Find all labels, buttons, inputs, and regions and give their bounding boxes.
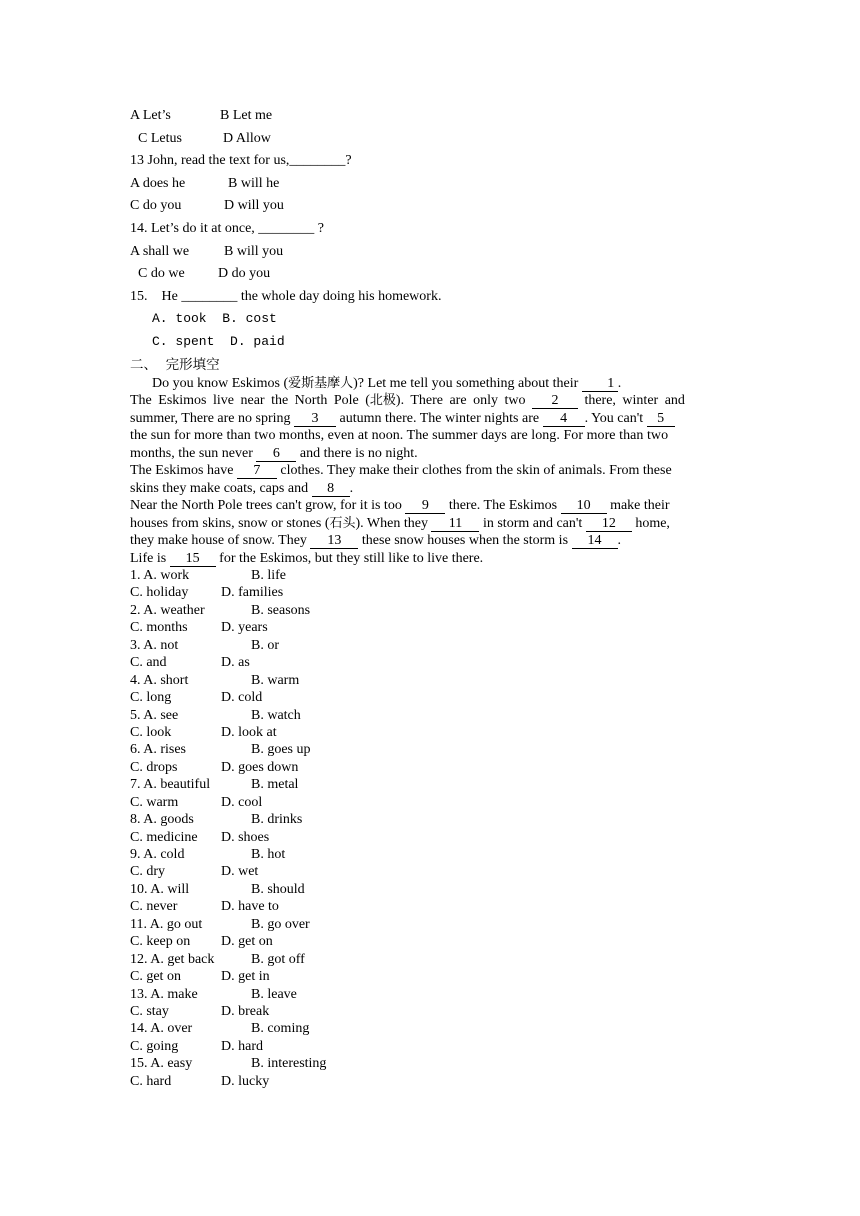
cloze-option-b: B. seasons — [251, 602, 311, 618]
cloze-option-c: C. dry — [130, 864, 165, 880]
blank-5: 5 — [647, 412, 675, 427]
cloze-option-row — [130, 584, 732, 601]
cloze-option-row — [130, 881, 732, 898]
cloze-option-d: D. families — [221, 585, 284, 601]
blank-12: 12 — [586, 517, 632, 532]
blank-6: 6 — [256, 447, 296, 462]
question-15-stem: 15. He ________ the whole day doing his homework. — [130, 288, 442, 304]
cloze-option-d: D. cool — [221, 794, 263, 810]
section-heading-cloze: 二、 完形填空 — [130, 356, 220, 373]
passage-line: the sun for more than two months, even at noon. The summer days are long. For more than two — [130, 428, 669, 444]
passage-line: skins they make coats, caps and 8 . — [130, 480, 354, 496]
cloze-option-row — [130, 567, 732, 584]
blank-13: 13 — [310, 534, 358, 549]
cloze-option-row — [130, 619, 732, 636]
cloze-option-d: D. hard — [221, 1038, 263, 1054]
cloze-option-row — [130, 898, 732, 915]
cloze-option-b: B. interesting — [251, 1056, 327, 1072]
cloze-option-d: D. as — [221, 655, 250, 671]
option-c: C do we — [138, 266, 185, 282]
cloze-option-c: C. going — [130, 1038, 179, 1054]
passage-line: they make house of snow. They 13 these snow houses when the storm is 14 . — [130, 533, 622, 549]
cloze-option-a: 14. A. over — [130, 1021, 193, 1037]
cloze-option-b: B. drinks — [251, 812, 303, 828]
cloze-option-row — [130, 637, 732, 654]
cloze-option-a: 6. A. rises — [130, 742, 186, 758]
cloze-option-a: 5. A. see — [130, 707, 179, 723]
cloze-option-c: C. hard — [130, 1073, 172, 1089]
question-13-stem: 13 John, read the text for us,________? — [130, 153, 352, 169]
blank-4: 4 — [543, 412, 585, 427]
blank-15: 15 — [170, 552, 216, 567]
blank-11: 11 — [431, 517, 479, 532]
passage-line: Near the North Pole trees can't grow, for it is too 9 there. The Eskimos 10 make their — [130, 498, 670, 514]
cloze-option-d: D. lucky — [221, 1073, 270, 1089]
option-d: D do you — [218, 266, 271, 282]
cloze-option-a: 9. A. cold — [130, 847, 185, 863]
cloze-option-row — [130, 986, 732, 1003]
cloze-option-b: B. or — [251, 637, 279, 653]
passage-line: houses from skins, snow or stones (石头). When they 11 in storm and can't 12 home, — [130, 515, 670, 531]
cloze-option-row — [130, 916, 732, 933]
cloze-option-a: 13. A. make — [130, 986, 198, 1002]
cloze-option-a: 15. A. easy — [130, 1056, 193, 1072]
passage-line: months, the sun never 6 and there is no night. — [130, 445, 418, 461]
cloze-option-c: C. get on — [130, 969, 181, 985]
blank-10: 10 — [561, 499, 607, 514]
cloze-options-list — [130, 567, 732, 1090]
mc-section — [130, 105, 732, 354]
option-b: B Let me — [220, 108, 273, 123]
mc-option-row — [130, 105, 732, 128]
cloze-option-row — [130, 933, 732, 950]
cloze-option-a: 2. A. weather — [130, 602, 205, 618]
question-15-options-cd: C. spent D. paid — [152, 333, 285, 349]
cloze-option-row — [130, 1055, 732, 1072]
cloze-option-c: C. drops — [130, 759, 178, 775]
cloze-option-a: 11. A. go out — [130, 916, 203, 932]
mc-option-row — [130, 195, 732, 218]
cloze-option-a: 7. A. beautiful — [130, 777, 211, 793]
option-d: D will you — [224, 198, 284, 214]
cloze-option-b: B. goes up — [251, 742, 311, 758]
cloze-option-b: B. watch — [251, 707, 301, 723]
question-15-options-ab: A. took B. cost — [152, 311, 277, 327]
option-c: C Letus — [138, 130, 182, 146]
cloze-option-c: C. holiday — [130, 585, 189, 601]
cloze-option-row — [130, 759, 732, 776]
cloze-option-d: D. shoes — [221, 829, 270, 845]
cloze-option-c: C. long — [130, 690, 172, 706]
cloze-option-a: 3. A. not — [130, 637, 179, 653]
cloze-option-a: 8. A. goods — [130, 812, 194, 828]
cloze-option-d: D. break — [221, 1003, 270, 1019]
cloze-option-d: D. look at — [221, 724, 277, 740]
cloze-option-a: 1. A. work — [130, 568, 190, 584]
option-a: A shall we — [130, 243, 190, 259]
blank-14: 14 — [572, 534, 618, 549]
mc-option-row — [130, 173, 732, 196]
cloze-option-row — [130, 1073, 732, 1090]
cloze-option-row — [130, 1020, 732, 1037]
mc-option-row — [130, 263, 732, 286]
cloze-option-row — [130, 724, 732, 741]
cloze-option-c: C. never — [130, 899, 178, 915]
cloze-option-row — [130, 829, 732, 846]
cloze-option-c: C. stay — [130, 1003, 169, 1019]
question-14-stem: 14. Let’s do it at once, ________ ? — [130, 220, 325, 236]
cloze-option-row — [130, 672, 732, 689]
blank-7: 7 — [237, 464, 277, 479]
cloze-option-row — [130, 846, 732, 863]
cloze-passage — [130, 375, 732, 568]
cloze-option-b: B. leave — [251, 986, 297, 1002]
cloze-option-c: C. warm — [130, 794, 179, 810]
blank-2: 2 — [532, 394, 578, 409]
cloze-option-row — [130, 811, 732, 828]
cloze-option-b: B. should — [251, 881, 305, 897]
cloze-option-b: B. metal — [251, 777, 299, 793]
option-b: B will you — [224, 243, 284, 259]
cloze-option-b: B. life — [251, 568, 286, 584]
cloze-option-d: D. goes down — [221, 759, 299, 775]
cloze-option-a: 12. A. get back — [130, 951, 215, 967]
cloze-option-row — [130, 968, 732, 985]
cloze-option-b: B. coming — [251, 1021, 310, 1037]
option-d: D Allow — [223, 130, 271, 146]
cloze-option-row — [130, 1003, 732, 1020]
blank-8: 8 — [312, 482, 350, 497]
passage-line: Life is 15 for the Eskimos, but they still like to live there. — [130, 550, 484, 566]
cloze-option-row — [130, 741, 732, 758]
cloze-option-b: B. warm — [251, 672, 300, 688]
passage-line: summer, There are no spring 3 autumn there. The winter nights are 4 . You can't 5 — [130, 410, 732, 428]
cloze-option-c: C. look — [130, 724, 172, 740]
cloze-option-d: D. wet — [221, 864, 259, 880]
cloze-option-b: B. hot — [251, 847, 286, 863]
cloze-option-c: C. months — [130, 620, 188, 636]
option-a: A does he — [130, 175, 186, 191]
option-c: C do you — [130, 198, 182, 214]
cloze-option-c: C. keep on — [130, 934, 191, 950]
cloze-option-row — [130, 707, 732, 724]
mc-option-row — [130, 241, 732, 264]
blank-3: 3 — [294, 412, 336, 427]
passage-line: The Eskimos live near the North Pole (北极). There are only two 2 there, winter and — [130, 393, 685, 409]
blank-9: 9 — [405, 499, 445, 514]
cloze-option-d: D. get in — [221, 969, 270, 985]
option-b: B will he — [228, 175, 280, 191]
cloze-option-c: C. and — [130, 655, 167, 671]
mc-option-row — [130, 128, 732, 151]
cloze-option-row — [130, 689, 732, 706]
cloze-option-row — [130, 776, 732, 793]
passage-line: Do you know Eskimos (爱斯基摩人)? Let me tell you something about their 1 . — [152, 375, 622, 391]
passage-line: The Eskimos have 7 clothes. They make their clothes from the skin of animals. From these — [130, 463, 672, 479]
cloze-option-d: D. years — [221, 620, 268, 636]
cloze-option-b: B. go over — [251, 916, 310, 932]
cloze-option-row — [130, 863, 732, 880]
cloze-option-row — [130, 794, 732, 811]
cloze-option-row — [130, 602, 732, 619]
option-a: A Let’s — [130, 108, 171, 123]
cloze-option-d: D. cold — [221, 690, 263, 706]
cloze-option-b: B. got off — [251, 951, 305, 967]
cloze-option-a: 4. A. short — [130, 672, 189, 688]
blank-1: 1 — [582, 377, 618, 392]
cloze-option-a: 10. A. will — [130, 881, 190, 897]
cloze-option-c: C. medicine — [130, 829, 198, 845]
cloze-option-d: D. get on — [221, 934, 273, 950]
cloze-option-d: D. have to — [221, 899, 279, 915]
cloze-option-row — [130, 951, 732, 968]
cloze-option-row — [130, 654, 732, 671]
cloze-option-row — [130, 1038, 732, 1055]
exam-page — [130, 105, 732, 1090]
